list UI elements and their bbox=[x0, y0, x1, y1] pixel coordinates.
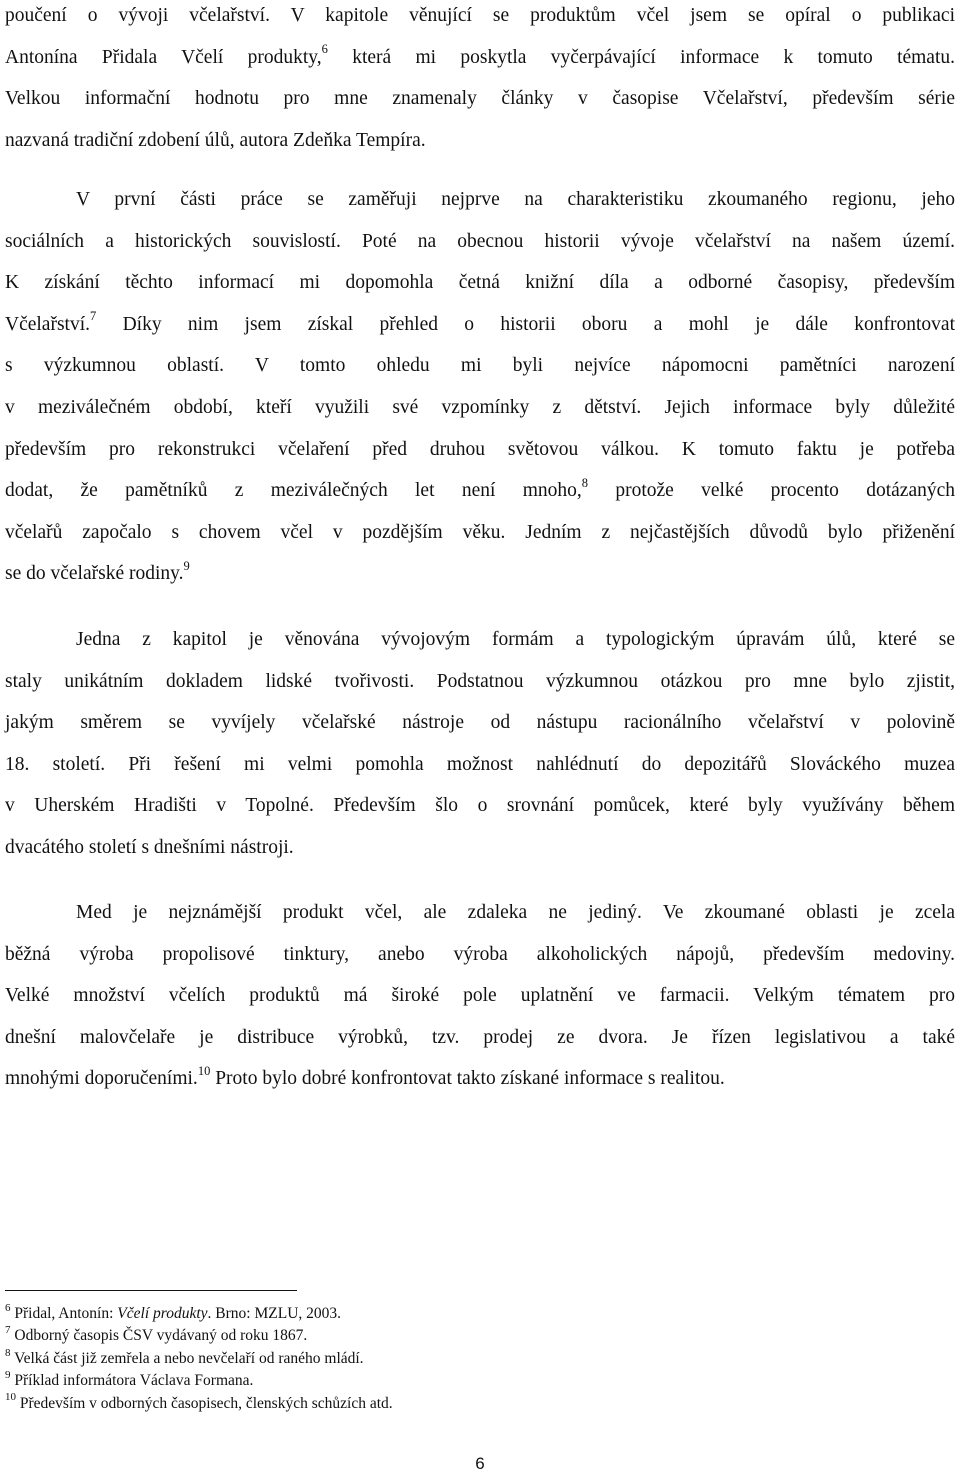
paragraph-line: V první části práce se zaměřuji nejprve na charakteristiku zkoumaného regionu, jeho bbox=[76, 189, 955, 210]
paragraph-line: především pro rekonstrukci včelaření před druhou světovou válkou. K tomuto faktu je potřeba bbox=[5, 438, 955, 460]
paragraph-line: Antonína Přidala Včelí produkty,$^6$ která mi poskytla vyčerpávající informace k tomuto tématu. bbox=[5, 42, 956, 68]
footnote-6: $^6$ Přidal, Antonín: Včelí produkty. Brno: MZLU, 2003. bbox=[5, 1301, 342, 1322]
document-page bbox=[5, 0, 955, 1479]
paragraph-2 bbox=[5, 179, 955, 595]
paragraph-line: Velké množství včelích produktů má široké pole uplatnění ve farmacii. Velkým tématem pro bbox=[5, 985, 955, 1007]
paragraph-line: staly unikátním dokladem lidské tvořivosti. Podstatnou výzkumnou otázkou pro mne bylo zjistit, bbox=[5, 670, 955, 692]
paragraph-line: Včelařství.$^7$ Díky nim jsem získal přehled o historii oboru a mohl je dále konfrontovat bbox=[5, 309, 956, 335]
paragraph-line: Jedna z kapitol je věnována vývojovým formám a typologickým úpravám úlů, které se bbox=[76, 629, 955, 650]
paragraph-line: dnešní malovčelaře je distribuce výrobků, tzv. prodej ze dvora. Je řízen legislativou a také bbox=[5, 1026, 955, 1048]
paragraph-line: v meziválečném období, kteří využili své vzpomínky z dětství. Jejich informace byly důležité bbox=[5, 396, 955, 418]
paragraph-line: mnohými doporučeními.$^{10}$ Proto bylo dobré konfrontovat takto získané informace s realitou. bbox=[5, 1063, 725, 1090]
paragraph-line: nazvaná tradiční zdobení úlů, autora Zdeňka Tempíra. bbox=[5, 129, 426, 151]
page-number: 6 bbox=[475, 1454, 485, 1473]
footnote-10: $^{10}$ Především v odborných časopisech, členských schůzích atd. bbox=[5, 1391, 393, 1412]
paragraph-line: dodat, že pamětníků z meziválečných let není mnoho,$^8$ protože velké procento dotázaných bbox=[5, 475, 956, 502]
paragraph-line: K získání těchto informací mi dopomohla četná knižní díla a odborné časopisy, především bbox=[5, 272, 955, 294]
paragraph-line: v Uherském Hradišti v Topolné. Především šlo o srovnání pomůcek, které byly využívány během bbox=[5, 795, 955, 817]
paragraph-1 bbox=[5, 0, 955, 161]
footnote-ref[interactable]: 8 bbox=[581, 475, 589, 490]
footnote-ref[interactable]: 9 bbox=[183, 558, 190, 573]
paragraph-line: jakým směrem se vyvíjely včelařské nástroje od nástupu racionálního včelařství v polovině bbox=[5, 712, 955, 734]
footnote-9: $^9$ Příklad informátora Václava Formana. bbox=[5, 1369, 254, 1390]
paragraph-line: s výzkumnou oblastí. V tomto ohledu mi byli nejvíce nápomocni pamětníci narození bbox=[5, 355, 955, 377]
paragraph-4 bbox=[5, 892, 955, 1100]
footnotes bbox=[5, 1303, 955, 1415]
paragraph-line: sociálních a historických souvislostí. Poté na obecnou historii vývoje včelařství na našem území. bbox=[5, 230, 955, 252]
footnote-separator bbox=[5, 1290, 297, 1291]
paragraph-line: Velkou informační hodnotu pro mne znamenaly články v časopise Včelařství, především série bbox=[5, 88, 955, 110]
footnote-7: $^7$ Odborný časopis ČSV vydávaný od roku 1867. bbox=[5, 1324, 308, 1345]
paragraph-3 bbox=[5, 619, 955, 869]
paragraph-line: včelařů započalo s chovem včel v pozdějším věku. Jedním z nejčastějších důvodů bylo přiženění bbox=[5, 521, 955, 543]
paragraph-line: Med je nejznámější produkt včel, ale zdaleka ne jediný. Ve zkoumané oblasti je zcela bbox=[76, 902, 955, 923]
paragraph-line: dvacátého století s dnešními nástroji. bbox=[5, 836, 294, 858]
paragraph-line: se do včelařské rodiny.$^9$ bbox=[5, 558, 190, 585]
footnote-ref[interactable]: 7 bbox=[90, 309, 97, 324]
paragraph-line: 18. století. Při řešení mi velmi pomohla možnost nahlédnutí do depozitářů Slováckého muzea bbox=[5, 753, 955, 775]
footnote-ref[interactable]: 10 bbox=[197, 1063, 211, 1078]
paragraph-line: poučení o vývoji včelařství. V kapitole věnující se produktům včel jsem se opíral o publikaci bbox=[5, 5, 955, 26]
footnote-ref[interactable]: 6 bbox=[321, 42, 328, 57]
footnote-8: $^8$ Velká část již zemřela a nebo nevčelaří od raného mládí. bbox=[5, 1346, 364, 1367]
paragraph-line: běžná výroba propolisové tinktury, anebo výroba alkoholických nápojů, především medoviny. bbox=[5, 943, 955, 965]
